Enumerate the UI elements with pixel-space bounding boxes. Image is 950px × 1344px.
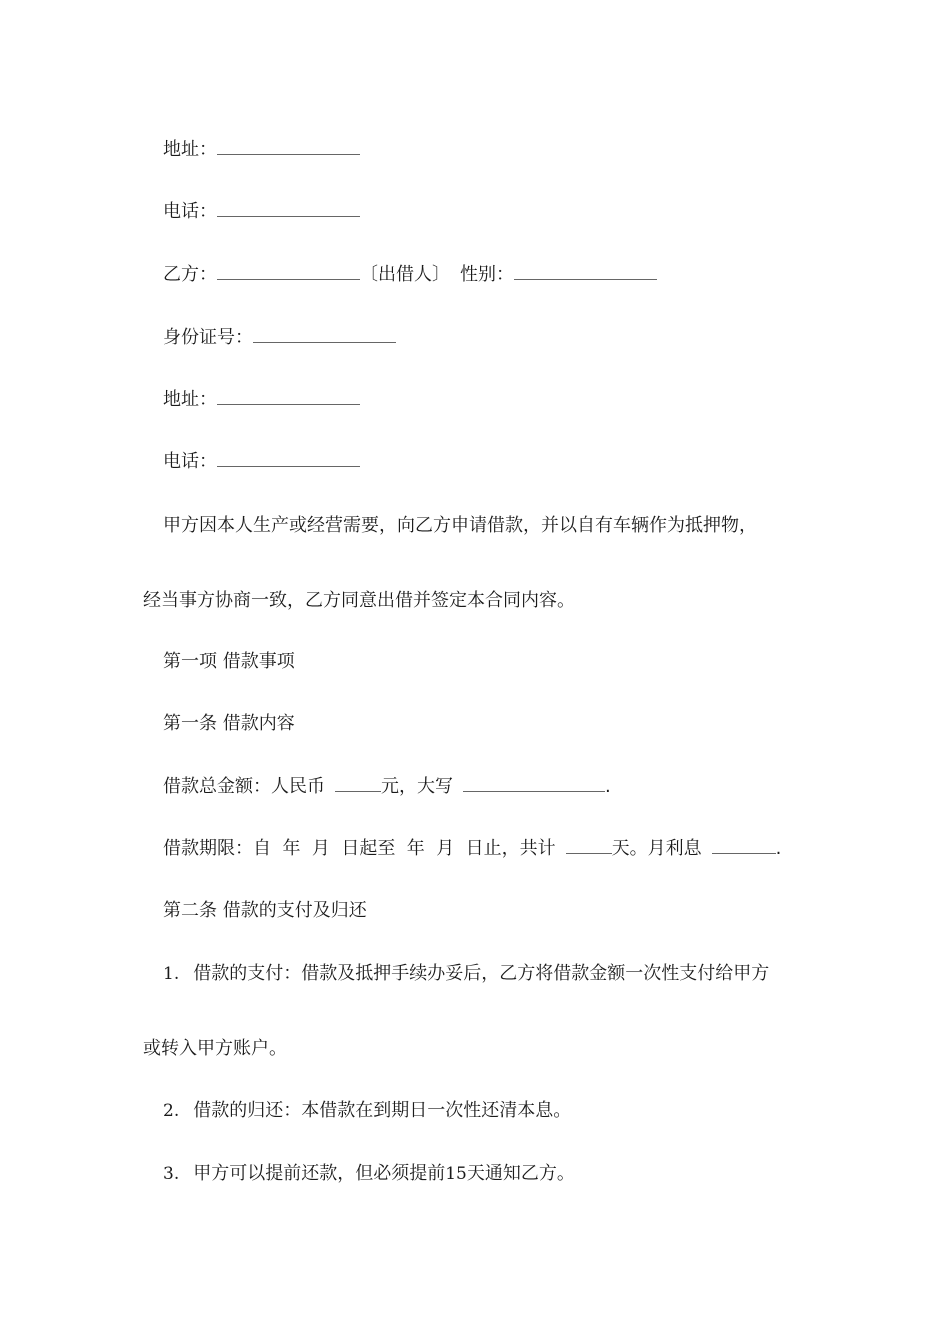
list-item-text: 借款的支付：借款及抵押手续办妥后，乙方将借款金额一次性支付给甲方: [193, 963, 770, 984]
address-label: 地址：: [163, 139, 217, 160]
loan-amount-label: 借款总金额：人民币: [163, 776, 325, 797]
loan-amount-line: [163, 775, 611, 799]
loan-amount-words-blank: [463, 776, 605, 792]
party-b-label: 乙方：: [163, 264, 217, 285]
loan-term-label: 借款期限：自 年 月 日起至 年 月 日止，共计: [163, 838, 556, 859]
loan-days-blank: [566, 838, 612, 854]
list-item-1: [163, 962, 769, 986]
address-line-party-a: [163, 138, 360, 162]
period: .: [605, 776, 611, 797]
address-blank: [217, 139, 360, 155]
intro-paragraph-line-1: 甲方因本人生产或经营需要，向乙方申请借款，并以自有车辆作为抵押物，: [163, 515, 757, 536]
section-heading: 第一项 借款事项: [163, 651, 295, 672]
list-number: 1.: [163, 964, 180, 984]
party-b-line: [163, 263, 657, 287]
phone-label: 电话：: [163, 201, 217, 222]
list-item-2: [163, 1099, 571, 1123]
phone-line-party-b: [163, 450, 360, 474]
address-label: 地址：: [163, 389, 217, 410]
list-item-text: 借款的归还：本借款在到期日一次性还清本息。: [193, 1100, 572, 1121]
article-heading: 第二条 借款的支付及归还: [163, 900, 367, 921]
address-blank: [217, 389, 360, 405]
loan-amount-unit: 元，大写: [381, 776, 453, 797]
list-number: 2.: [163, 1101, 180, 1121]
party-b-name-blank: [217, 264, 360, 280]
gender-label: 性别：: [460, 264, 514, 285]
list-item-3: [163, 1162, 575, 1186]
loan-term-line: [163, 837, 781, 861]
monthly-interest-blank: [712, 838, 776, 854]
phone-blank: [217, 451, 360, 467]
list-item-text: 甲方可以提前还款，但必须提前: [193, 1163, 446, 1184]
party-b-role: 〔出借人〕: [360, 264, 450, 285]
phone-line-party-a: [163, 200, 360, 224]
notice-days: 15: [445, 1164, 467, 1184]
period: .: [775, 838, 782, 859]
id-number-blank: [253, 327, 396, 343]
gender-blank: [514, 264, 657, 280]
article-heading: 第一条 借款内容: [163, 713, 295, 734]
list-item-1-continued: 或转入甲方账户。: [143, 1038, 287, 1059]
id-number-line: [163, 326, 396, 350]
loan-amount-blank: [335, 776, 381, 792]
phone-blank: [217, 201, 360, 217]
address-line-party-b: [163, 388, 360, 412]
phone-label: 电话：: [163, 451, 217, 472]
intro-paragraph-line-2: 经当事方协商一致，乙方同意出借并签定本合同内容。: [143, 590, 575, 611]
id-number-label: 身份证号：: [163, 327, 253, 348]
list-number: 3.: [163, 1164, 180, 1184]
loan-term-unit: 天。月利息: [611, 838, 702, 859]
list-item-text: 天通知乙方。: [466, 1163, 575, 1184]
